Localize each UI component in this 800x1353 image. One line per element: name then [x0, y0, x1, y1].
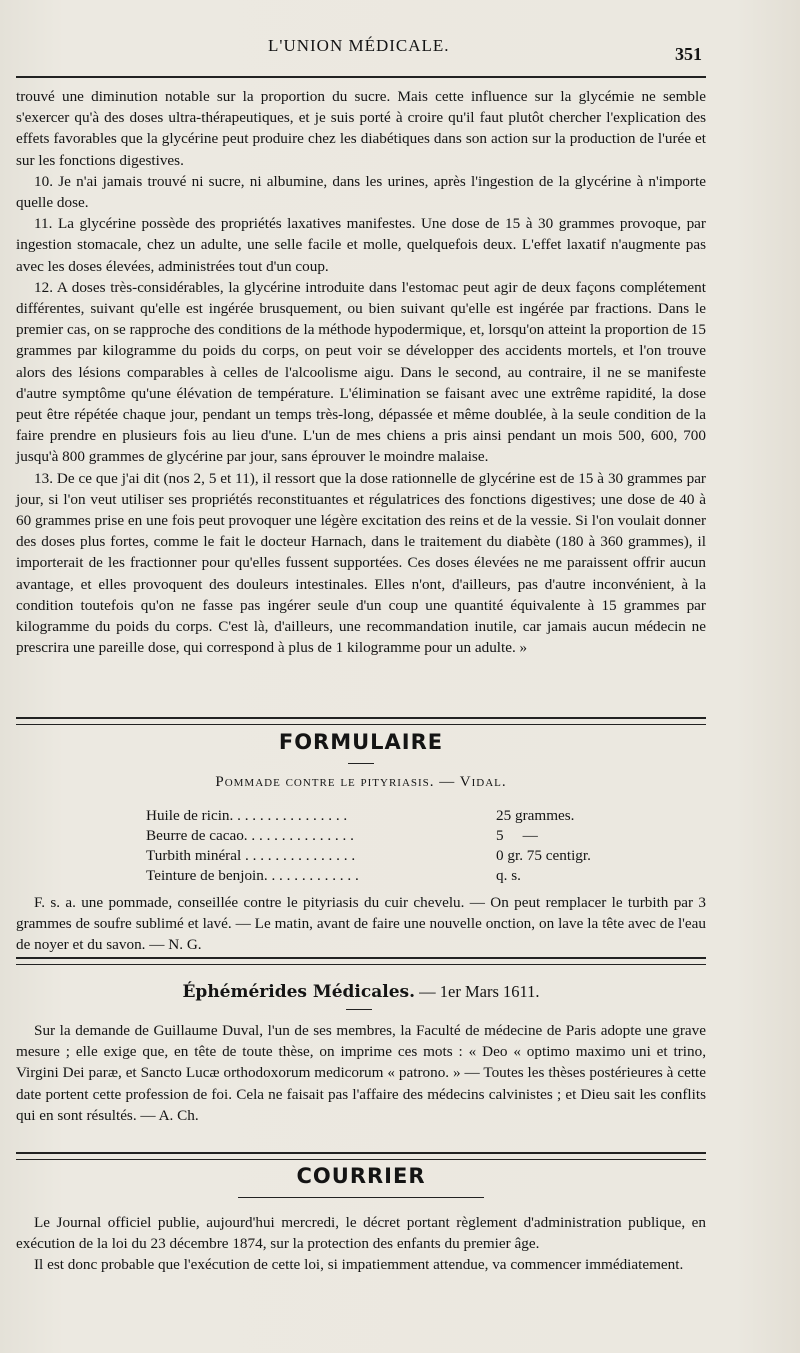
paragraph: Sur la demande de Guillaume Duval, l'un de ses membres, la Faculté de médecine de Paris adopte une grave mesure ; elle exige que, en tête de toute thèse, on imprime ces mots : « Deo « optimo maximo uni et trino, Virgini Dei paræ, et Sancto Lucæ orthodoxorum medicorum « patrono. » — Toutes les thèses postérieures à cette date portent cette profession de foi. Cela ne faisait pas l'affaire des médecins calvinistes ; et Dieu sait les conflits qui en sont résultés. — A. Ch.	[16, 1022, 706, 1124]
ingredient-name: Beurre de cacao. . . . . . . . . . . . . . .	[146, 827, 354, 844]
paragraph: 10. Je n'ai jamais trouvé ni sucre, ni albumine, dans les urines, après l'ingestion de la glycérine à n'importe quelle dose.	[16, 172, 706, 212]
ingredient-row	[146, 846, 666, 866]
article-continuation	[16, 86, 706, 658]
recipe-note	[16, 892, 706, 956]
ingredient-name: Turbith minéral . . . . . . . . . . . . . . .	[146, 847, 356, 864]
ephemerides-heading	[16, 982, 706, 1002]
section-divider	[16, 957, 706, 965]
page-number: 351	[675, 44, 702, 64]
ingredient-qty: 5 —	[496, 827, 538, 844]
page-header	[16, 32, 706, 72]
heading-dash	[348, 763, 374, 764]
courrier-body	[16, 1212, 706, 1276]
ephemerides-body	[16, 1020, 706, 1126]
paragraph: 12. A doses très-considérables, la glycérine introduite dans l'estomac peut agir de deux façons complétement différentes, suivant qu'elle est ingérée brusquement, ou bien suivant qu'elle est ingérée par fractions. Dans le premier cas, on se rapproche des conditions de la méthode hypodermique, et, lorsqu'on atteint la proportion de 15 grammes par kilogramme du poids du corps, on peut voir se développer des accidents mortels, et l'on trouve alors des lésions comparables à celles de l'alcoolisme aigu. Dans le second, au contraire, il ne se manifeste d'autre symptôme qu'une élévation de température. L'élimination se faisant avec une extrême rapidité, la dose peut être répétée chaque jour, pendant un temps très-long, dépassée et même doublée, à la seule condition de la faire prendre en plusieurs fois au lieu d'une. L'un de mes chiens a pris ainsi pendant un mois 500, 600, 700 jusqu'à 800 grammes de glycérine par jour, sans éprouver le moindre malaise.	[16, 278, 706, 466]
ephemerides-date: — 1er Mars 1611.	[419, 982, 540, 1001]
ingredient-qty: 0 gr. 75 centigr.	[496, 847, 591, 864]
ingredient-row	[146, 806, 666, 826]
paragraph: Il est donc probable que l'exécution de cette loi, si impatiemment attendue, va commencer immédiatement.	[34, 1256, 684, 1274]
section-divider	[16, 717, 706, 725]
ephemerides-title: Éphémérides Médicales.	[182, 982, 416, 1002]
header-rule	[16, 76, 706, 78]
paragraph: Le Journal officiel publie, aujourd'hui mercredi, le décret portant règlement d'administration publique, en exécution de la loi du 23 décembre 1874, sur la protection des enfants du premier âge.	[16, 1214, 706, 1253]
ingredient-qty: 25 grammes.	[496, 807, 575, 824]
heading-dash	[346, 1009, 372, 1010]
paragraph: F. s. a. une pommade, conseillée contre le pityriasis du cuir chevelu. — On peut remplacer le turbith par 3 grammes de soufre sublimé et lavé. — Le matin, avant de faire une nouvelle onction, on lave la tête avec de l'eau de noyer et du savon. — N. G.	[16, 894, 706, 954]
courrier-heading: COURRIER	[296, 1164, 426, 1188]
running-title: L'UNION MÉDICALE.	[268, 36, 450, 55]
ingredient-name: Huile de ricin. . . . . . . . . . . . . . . .	[146, 807, 348, 824]
heading-rule	[238, 1197, 484, 1198]
paragraph: 11. La glycérine possède des propriétés laxatives manifestes. Une dose de 15 à 30 grammes provoque, par ingestion stomacale, chez un adulte, une selle facile et molle, quelquefois deux. L'effet laxatif n'augmente pas avec les doses élevées, administrées tout d'un coup.	[16, 215, 706, 275]
recipe-title: Pommade contre le pityriasis. — Vidal.	[215, 774, 507, 790]
ingredient-row	[146, 866, 666, 886]
ingredient-row	[146, 826, 666, 846]
formulaire-heading: FORMULAIRE	[278, 730, 444, 754]
ingredient-name: Teinture de benjoin. . . . . . . . . . . . .	[146, 867, 359, 884]
paragraph: 13. De ce que j'ai dit (nos 2, 5 et 11), il ressort que la dose rationnelle de glycérine est de 15 à 30 grammes par jour, si l'on veut utiliser ses propriétés reconstituantes et régulatrices des fonctions digestives; une dose de 40 à 60 grammes prise en une fois peut provoquer une légère excitation des reins et de la vessie. Si l'on voulait donner des doses plus fortes, comme le fait le docteur Harnach, dans le traitement du diabète (180 à 360 grammes), il importerait de les fractionner pour qu'elles fussent supportées. Ces doses élevées ne me paraissent offrir aucun avantage, et elles provoquent des douleurs intestinales. Elles n'ont, d'ailleurs, pas d'autre inconvénient, à la condition toutefois qu'on ne fasse pas ingérer seule d'un coup une quantité équivalente à 15 grammes par kilogramme du poids du corps. C'est là, d'ailleurs, une recommandation inutile, car jamais aucun médecin ne prescrira une pareille dose, qui correspond à plus de 1 kilogramme pour un adulte. »	[16, 469, 706, 657]
ingredient-list	[146, 806, 666, 886]
paragraph: trouvé une diminution notable sur la proportion du sucre. Mais cette influence sur la glycémie ne semble s'exercer qu'à des doses ultra-thérapeutiques, et je suis porté à croire qu'il faut plutôt chercher l'explication des effets favorables que la glycérine peut produire chez les diabétiques dans son action sur la production de l'urée et sur les fonctions digestives.	[16, 88, 706, 169]
ingredient-qty: q. s.	[496, 867, 521, 884]
section-divider	[16, 1152, 706, 1160]
